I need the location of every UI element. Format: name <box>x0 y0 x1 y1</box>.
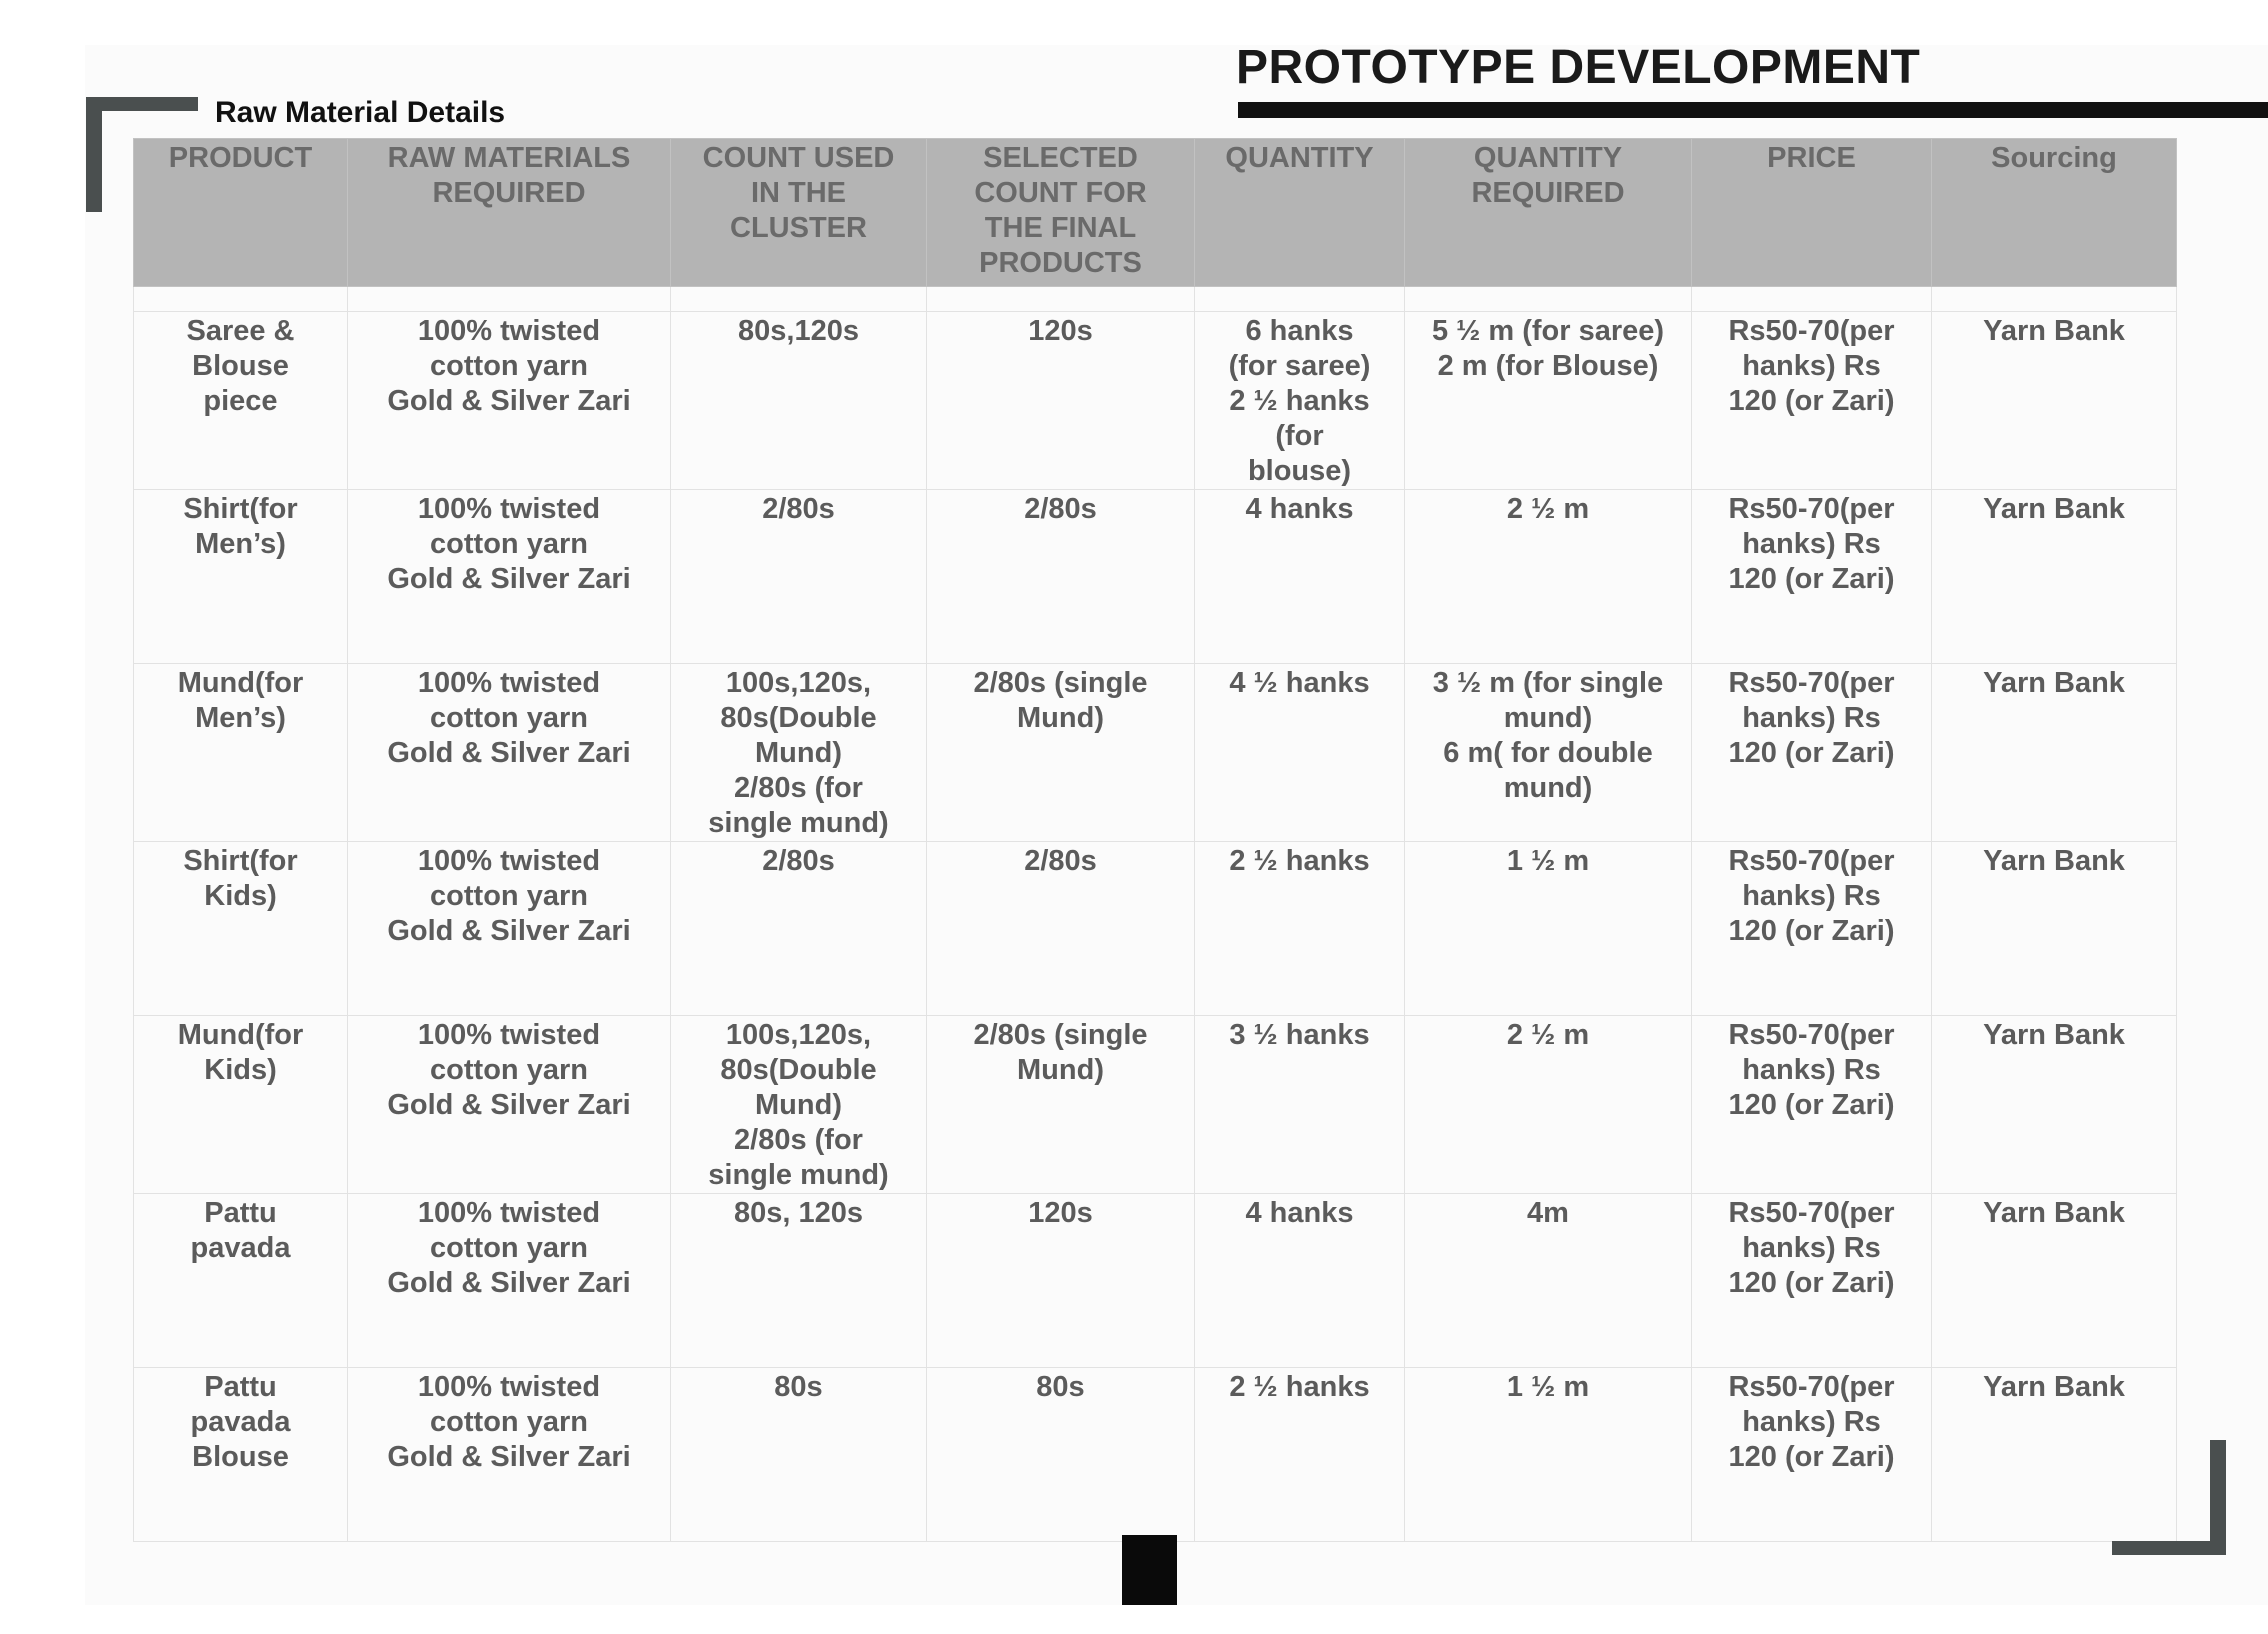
cell-sourcing: Yarn Bank <box>1932 490 2177 664</box>
raw-material-table <box>133 138 2177 1542</box>
table-row <box>134 490 2177 664</box>
cell-quantity: 4 ½ hanks <box>1195 664 1405 842</box>
spacer-cell <box>348 287 671 312</box>
cell-selected-count: 2/80s (single Mund) <box>927 664 1195 842</box>
table-spacer-row <box>134 287 2177 312</box>
table-row <box>134 842 2177 1016</box>
cell-price: Rs50-70(per hanks) Rs 120 (or Zari) <box>1692 842 1932 1016</box>
spacer-cell <box>671 287 927 312</box>
cell-sourcing: Yarn Bank <box>1932 1368 2177 1542</box>
table-row <box>134 312 2177 490</box>
cell-raw-materials: 100% twisted cotton yarn Gold & Silver Zari <box>348 842 671 1016</box>
header-count-used: COUNT USED IN THE CLUSTER <box>671 139 927 287</box>
cell-quantity-required: 4m <box>1405 1194 1692 1368</box>
cell-quantity: 2 ½ hanks <box>1195 1368 1405 1542</box>
cell-quantity-required: 2 ½ m <box>1405 490 1692 664</box>
cell-price: Rs50-70(per hanks) Rs 120 (or Zari) <box>1692 1194 1932 1368</box>
corner-bracket-top-left-bar <box>86 97 198 111</box>
table-row <box>134 1368 2177 1542</box>
corner-bracket-bottom-right <box>2210 1440 2226 1555</box>
header-selected-count: SELECTED COUNT FOR THE FINAL PRODUCTS <box>927 139 1195 287</box>
cell-selected-count: 2/80s (single Mund) <box>927 1016 1195 1194</box>
cell-sourcing: Yarn Bank <box>1932 842 2177 1016</box>
table-row <box>134 1016 2177 1194</box>
spacer-cell <box>927 287 1195 312</box>
cell-quantity: 2 ½ hanks <box>1195 842 1405 1016</box>
header-quantity: QUANTITY <box>1195 139 1405 287</box>
cell-product: Pattu pavada Blouse <box>134 1368 348 1542</box>
cell-sourcing: Yarn Bank <box>1932 1016 2177 1194</box>
cell-count-used: 80s, 120s <box>671 1194 927 1368</box>
page-marker <box>1122 1535 1177 1605</box>
cell-count-used: 2/80s <box>671 490 927 664</box>
cell-product: Pattu pavada <box>134 1194 348 1368</box>
page-title: PROTOTYPE DEVELOPMENT <box>1236 41 1921 94</box>
corner-bracket-bottom-right-bar <box>2112 1541 2226 1555</box>
cell-raw-materials: 100% twisted cotton yarn Gold & Silver Zari <box>348 490 671 664</box>
cell-raw-materials: 100% twisted cotton yarn Gold & Silver Zari <box>348 1368 671 1542</box>
title-underline <box>1238 102 2268 118</box>
spacer-cell <box>1932 287 2177 312</box>
cell-quantity: 4 hanks <box>1195 490 1405 664</box>
cell-count-used: 80s,120s <box>671 312 927 490</box>
cell-selected-count: 2/80s <box>927 842 1195 1016</box>
cell-count-used: 100s,120s, 80s(Double Mund) 2/80s (for single mund) <box>671 1016 927 1194</box>
spacer-cell <box>1195 287 1405 312</box>
cell-sourcing: Yarn Bank <box>1932 1194 2177 1368</box>
cell-raw-materials: 100% twisted cotton yarn Gold & Silver Zari <box>348 1016 671 1194</box>
table-row <box>134 1194 2177 1368</box>
cell-selected-count: 2/80s <box>927 490 1195 664</box>
spacer-cell <box>134 287 348 312</box>
corner-bracket-top-left <box>86 97 102 212</box>
cell-selected-count: 120s <box>927 312 1195 490</box>
cell-count-used: 80s <box>671 1368 927 1542</box>
cell-quantity: 3 ½ hanks <box>1195 1016 1405 1194</box>
cell-quantity-required: 2 ½ m <box>1405 1016 1692 1194</box>
cell-raw-materials: 100% twisted cotton yarn Gold & Silver Zari <box>348 1194 671 1368</box>
cell-count-used: 100s,120s, 80s(Double Mund) 2/80s (for single mund) <box>671 664 927 842</box>
cell-selected-count: 80s <box>927 1368 1195 1542</box>
cell-raw-materials: 100% twisted cotton yarn Gold & Silver Zari <box>348 664 671 842</box>
cell-price: Rs50-70(per hanks) Rs 120 (or Zari) <box>1692 1368 1932 1542</box>
spacer-cell <box>1692 287 1932 312</box>
header-raw-materials: RAW MATERIALS REQUIRED <box>348 139 671 287</box>
cell-sourcing: Yarn Bank <box>1932 312 2177 490</box>
cell-quantity-required: 1 ½ m <box>1405 1368 1692 1542</box>
cell-product: Shirt(for Kids) <box>134 842 348 1016</box>
header-quantity-required: QUANTITY REQUIRED <box>1405 139 1692 287</box>
cell-quantity-required: 5 ½ m (for saree) 2 m (for Blouse) <box>1405 312 1692 490</box>
cell-price: Rs50-70(per hanks) Rs 120 (or Zari) <box>1692 490 1932 664</box>
table-row <box>134 664 2177 842</box>
cell-quantity-required: 1 ½ m <box>1405 842 1692 1016</box>
cell-raw-materials: 100% twisted cotton yarn Gold & Silver Zari <box>348 312 671 490</box>
cell-selected-count: 120s <box>927 1194 1195 1368</box>
cell-quantity: 6 hanks (for saree) 2 ½ hanks (for blouse) <box>1195 312 1405 490</box>
cell-product: Saree & Blouse piece <box>134 312 348 490</box>
spacer-cell <box>1405 287 1692 312</box>
cell-product: Mund(for Men’s) <box>134 664 348 842</box>
section-subtitle: Raw Material Details <box>215 96 506 129</box>
cell-product: Shirt(for Men’s) <box>134 490 348 664</box>
header-price: PRICE <box>1692 139 1932 287</box>
cell-price: Rs50-70(per hanks) Rs 120 (or Zari) <box>1692 664 1932 842</box>
cell-product: Mund(for Kids) <box>134 1016 348 1194</box>
cell-count-used: 2/80s <box>671 842 927 1016</box>
cell-price: Rs50-70(per hanks) Rs 120 (or Zari) <box>1692 312 1932 490</box>
cell-sourcing: Yarn Bank <box>1932 664 2177 842</box>
cell-price: Rs50-70(per hanks) Rs 120 (or Zari) <box>1692 1016 1932 1194</box>
cell-quantity: 4 hanks <box>1195 1194 1405 1368</box>
header-sourcing: Sourcing <box>1932 139 2177 287</box>
header-product: PRODUCT <box>134 139 348 287</box>
table-header-row <box>134 139 2177 287</box>
cell-quantity-required: 3 ½ m (for single mund) 6 m( for double mund) <box>1405 664 1692 842</box>
